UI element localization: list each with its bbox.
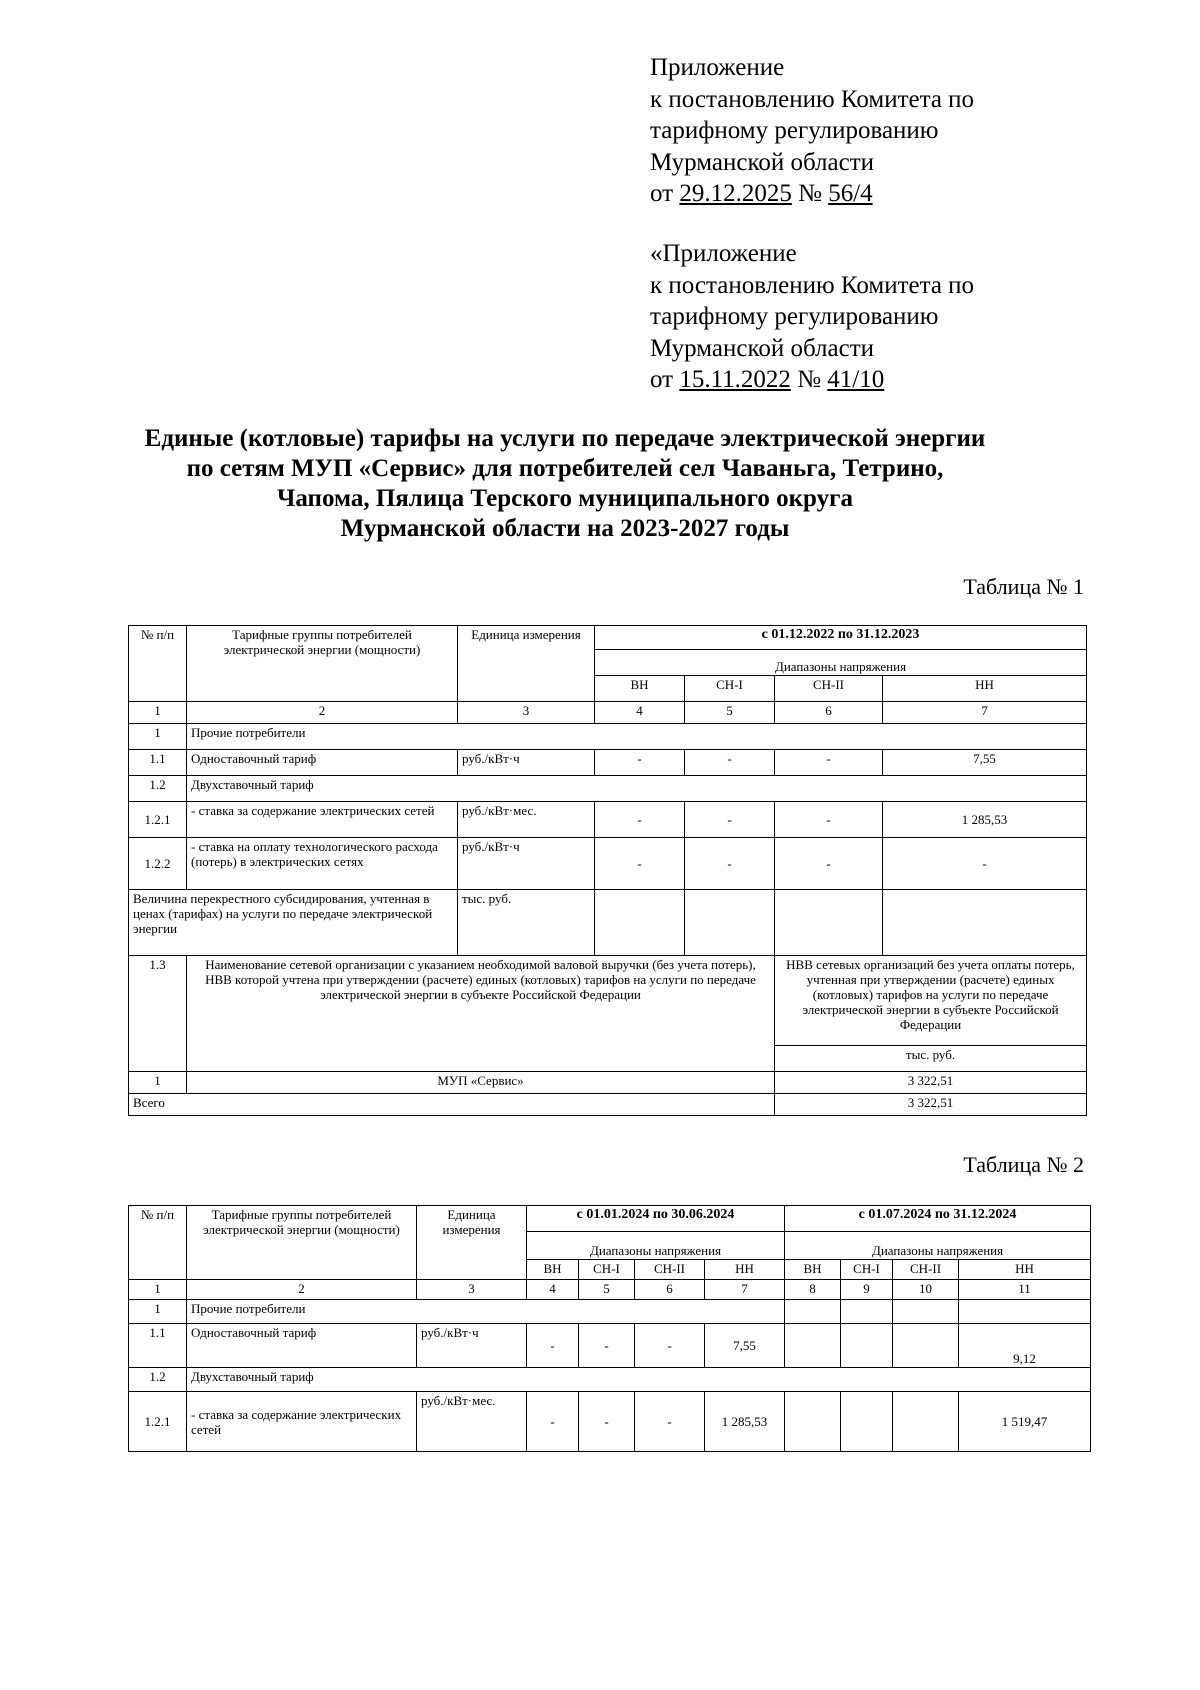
row-num: 1.1 (129, 1324, 187, 1368)
total-label: Всего (129, 1094, 775, 1116)
resolution-number: 56/4 (828, 180, 873, 207)
col-number: 1 (129, 702, 187, 724)
header-num: № п/п (129, 1206, 187, 1280)
value-sn1: - (685, 750, 775, 776)
value-nn: 7,55 (883, 750, 1087, 776)
nvv-unit: тыс. руб. (775, 1046, 1087, 1072)
row-num: 1.2 (129, 1368, 187, 1392)
row-unit: руб./кВт·ч (417, 1324, 527, 1368)
appendix-current (650, 52, 974, 210)
header-period-1: с 01.01.2024 по 30.06.2024 (527, 1206, 785, 1232)
value-sn1: - (685, 802, 775, 838)
header-sn2: СН-II (635, 1260, 705, 1280)
header-ranges-1: Диапазоны напряжения (527, 1232, 785, 1260)
title-line: по сетям МУП «Сервис» для потребителей сел Чаваньга, Тетрино, (186, 455, 944, 482)
table1-label: Таблица № 1 (963, 574, 1084, 599)
value-nn-2: 1 519,47 (959, 1392, 1091, 1452)
row-num: 1.2 (129, 776, 187, 802)
row-unit: руб./кВт·ч (458, 750, 595, 776)
col-number: 6 (635, 1280, 705, 1300)
row-unit: руб./кВт·мес. (417, 1392, 527, 1452)
org-nvv-value: 3 322,51 (775, 1072, 1087, 1094)
appendix-line: Мурманской области (650, 148, 875, 176)
header-groups: Тарифные группы потребителей электрической энергии (мощности) (187, 626, 458, 702)
header-nn: НН (883, 676, 1087, 702)
col-number: 10 (893, 1280, 959, 1300)
header-unit: Единица измерения (458, 626, 595, 702)
header-nn: НН (705, 1260, 785, 1280)
row-num: 1.2.1 (129, 802, 187, 838)
header-unit: Единица измерения (417, 1206, 527, 1280)
row-name: Одноставочный тариф (187, 750, 458, 776)
date-prefix: от (650, 366, 680, 393)
empty-cell (893, 1392, 959, 1452)
appendix-original (650, 238, 974, 396)
date-prefix: от (650, 180, 680, 207)
appendix-line: к постановлению Комитета по (650, 85, 975, 113)
header-groups: Тарифные группы потребителей электрической энергии (мощности) (187, 1206, 417, 1280)
header-ranges-2: Диапазоны напряжения (785, 1232, 1091, 1260)
empty-cell (841, 1300, 893, 1324)
appendix-date-line (650, 178, 974, 210)
value-nn: 7,55 (705, 1324, 785, 1368)
header-sn1: СН-I (685, 676, 775, 702)
appendix-date-line (650, 364, 974, 396)
org-header: Наименование сетевой организации с указанием необходимой валовой выручки (без учета потерь), НВВ которой учтена при утверждении (расчете) единых (котловых) тарифов на услуги по передаче электрической энергии в субъекте Российской Федерации (187, 956, 775, 1072)
appendix-line: Приложение (650, 54, 785, 81)
row-unit: руб./кВт·мес. (458, 802, 595, 838)
row-name: - ставка на оплату технологического расхода (потерь) в электрических сетях (187, 838, 458, 890)
empty-cell (959, 1300, 1091, 1324)
row-name: Прочие потребители (187, 1300, 785, 1324)
empty-cell (841, 1392, 893, 1452)
appendix-line: тарифному регулированию (650, 117, 939, 144)
col-number: 5 (685, 702, 775, 724)
row-num: 1.1 (129, 750, 187, 776)
value-sn2: - (775, 838, 883, 890)
resolution-date: 29.12.2025 (679, 180, 792, 207)
col-number: 4 (595, 702, 685, 724)
header-vn: ВН (595, 676, 685, 702)
header-sn1: СН-I (579, 1260, 635, 1280)
document-title (60, 424, 1070, 544)
header-num: № п/п (129, 626, 187, 702)
col-number: 7 (883, 702, 1087, 724)
row-name: Двухставочный тариф (187, 776, 1087, 802)
header-ranges: Диапазоны напряжения (595, 650, 1087, 676)
row-name: Прочие потребители (187, 724, 1087, 750)
value-nn: 1 285,53 (705, 1392, 785, 1452)
header-vn: ВН (527, 1260, 579, 1280)
col-number: 6 (775, 702, 883, 724)
row-num: 1 (129, 724, 187, 750)
empty-cell (785, 1300, 841, 1324)
value-sn2: - (775, 750, 883, 776)
value-sn2: - (775, 802, 883, 838)
value-vn: - (527, 1392, 579, 1452)
row-num: 1.2.2 (129, 838, 187, 890)
value-sn1: - (579, 1324, 635, 1368)
header-sn1: СН-I (841, 1260, 893, 1280)
value-vn: - (527, 1324, 579, 1368)
resolution-number: 41/10 (827, 366, 885, 393)
value-sn1: - (685, 838, 775, 890)
resolution-date: 15.11.2022 (679, 366, 791, 393)
value-sn2: - (635, 1392, 705, 1452)
title-line: Единые (котловые) тарифы на услуги по передаче электрической энергии (144, 425, 986, 452)
row-unit: руб./кВт·ч (458, 838, 595, 890)
cross-subsidy-name: Величина перекрестного субсидирования, учтенная в ценах (тарифах) на услуги по передаче электрической энергии (129, 890, 458, 956)
col-number: 2 (187, 702, 458, 724)
total-value: 3 322,51 (775, 1094, 1087, 1116)
value-nn: - (883, 838, 1087, 890)
col-number: 2 (187, 1280, 417, 1300)
org-num: 1 (129, 1072, 187, 1094)
row-name: - ставка за содержание электрических сетей (187, 1392, 417, 1452)
org-name: МУП «Сервис» (187, 1072, 775, 1094)
header-sn2: СН-II (775, 676, 883, 702)
empty-cell (775, 890, 883, 956)
appendix-line: Мурманской области (650, 334, 875, 362)
col-number: 3 (458, 702, 595, 724)
empty-cell (893, 1300, 959, 1324)
header-sn2: СН-II (893, 1260, 959, 1280)
nvv-header: НВВ сетевых организаций без учета оплаты потерь, учтенная при утверждении (расчете) единых (котловых) тарифов на услуги по передаче электрической энергии в субъекте Российской Федерации (775, 956, 1087, 1046)
value-sn2: - (635, 1324, 705, 1368)
tariff-table-2 (128, 1205, 1091, 1452)
row-num: 1 (129, 1300, 187, 1324)
empty-cell (785, 1324, 841, 1368)
empty-cell (595, 890, 685, 956)
appendix-line: к постановлению Комитета по (650, 271, 975, 299)
number-prefix: № (790, 366, 828, 393)
title-line: Чапома, Пялица Терского муниципального округа (277, 485, 853, 512)
row-name: Двухставочный тариф (187, 1368, 1091, 1392)
col-number: 9 (841, 1280, 893, 1300)
col-number: 3 (417, 1280, 527, 1300)
header-period-2: с 01.07.2024 по 31.12.2024 (785, 1206, 1091, 1232)
empty-cell (883, 890, 1087, 956)
number-prefix: № (791, 180, 829, 207)
empty-cell (685, 890, 775, 956)
col-number: 1 (129, 1280, 187, 1300)
table2-label: Таблица № 2 (963, 1152, 1084, 1177)
appendix-line: тарифному регулированию (650, 303, 939, 330)
appendix-line: «Приложение (650, 240, 797, 267)
empty-cell (785, 1392, 841, 1452)
value-vn: - (595, 838, 685, 890)
col-number: 11 (959, 1280, 1091, 1300)
row-num: 1.3 (129, 956, 187, 1072)
col-number: 7 (705, 1280, 785, 1300)
header-vn: ВН (785, 1260, 841, 1280)
col-number: 4 (527, 1280, 579, 1300)
header-period: с 01.12.2022 по 31.12.2023 (595, 626, 1087, 650)
row-name: - ставка за содержание электрических сетей (187, 802, 458, 838)
col-number: 5 (579, 1280, 635, 1300)
value-nn-2: 9,12 (959, 1324, 1091, 1368)
value-sn1: - (579, 1392, 635, 1452)
value-nn: 1 285,53 (883, 802, 1087, 838)
cross-subsidy-unit: тыс. руб. (458, 890, 595, 956)
row-name: Одноставочный тариф (187, 1324, 417, 1368)
col-number: 8 (785, 1280, 841, 1300)
tariff-table-1 (128, 625, 1087, 1116)
title-line: Мурманской области на 2023-2027 годы (340, 515, 790, 542)
empty-cell (893, 1324, 959, 1368)
empty-cell (841, 1324, 893, 1368)
header-nn: НН (959, 1260, 1091, 1280)
value-vn: - (595, 750, 685, 776)
value-vn: - (595, 802, 685, 838)
row-num: 1.2.1 (129, 1392, 187, 1452)
